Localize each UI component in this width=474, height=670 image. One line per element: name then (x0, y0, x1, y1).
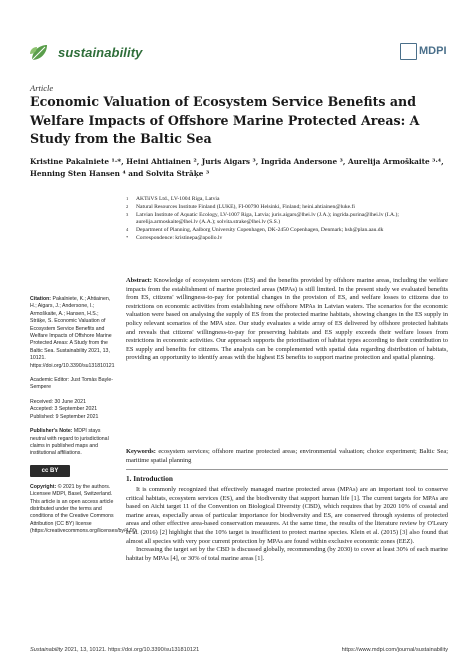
abstract (126, 277, 448, 363)
publisher-note: Publisher's Note: MDPI stays neutral with regard to jurisdictional claims in published maps and institutional affiliations. (30, 428, 109, 457)
journal-name: sustainability (58, 45, 143, 60)
article-sidebar (30, 296, 138, 543)
journal-logo (28, 42, 188, 66)
received-date: Received: 30 June 2021 (30, 398, 86, 405)
license-badge-block (30, 465, 116, 477)
affiliations (126, 196, 446, 243)
keywords-text: ecosystem services; offshore marine protected areas; environmental valuation; choice experiment; Baltic Sea; maritime spatial planning (126, 448, 449, 464)
keywords (126, 448, 448, 465)
cc-by-license-icon[interactable]: cc BY (30, 465, 70, 477)
article-type: Article (30, 83, 54, 93)
publisher-name: MDPI (419, 45, 447, 57)
accepted-date: Accepted: 3 September 2021 (30, 406, 98, 413)
section-divider (126, 469, 448, 470)
correspondence: * Correspondence: kristinepa@apollo.lv (126, 234, 223, 241)
author-list (30, 156, 450, 180)
footer-journal-url[interactable]: https://www.mdpi.com/journal/sustainability (341, 647, 448, 653)
paragraph: It is commonly recognized that effectively managed marine protected areas (MPAs) are an important tool to conserve critical habitats, ecosystem services (ES), and the biodiversity that support human life [1]. The current targets for MPAs are based on Aichi target 11 of the Convention on Biological Diversity (CBD), which requires that by 2020 10% of coastal and marine areas, especially areas of particular importance for biodiversity and ES, are conserved through systems of protected areas and other effective area-based conservation measures. At the same time, the results of the literature review by O'Leary et al. (2016) [2] highlight that the 10% target is insufficient to protect marine species. Klein et al. (2015) [3] also found that almost all species with very poor current protection by MPAs are found within exclusive economic zones (EEZ). (126, 486, 448, 545)
affiliation-4: 4 Department of Planning, Aalborg University Copenhagen, DK-2450 Copenhagen, Denmark; hsh@plan.aau.dk (126, 227, 384, 234)
citation-text[interactable]: Pakalniete, K.; Ahtiainen, H.; Aigars, J.; Andersone, I.; Armoškaite, A.; Hansen, H.S.; Strāķe, S. Economic Valuation of Ecosystem Service Benefits and Welfare Impacts of Offshore Marine Protected Areas: A Study from the Baltic Sea. Sustainability 2021, 13, 10121. https://doi.org/10.3390/su131810121 (30, 296, 115, 369)
paragraph: Increasing the target set by the CBD is discussed globally, recommending (by 2030) to cover at least 30% of each marine habitat by MPAs [4], or 30% of total marine areas [1]. (126, 546, 448, 562)
copyright-block: Copyright: © 2021 by the authors. Licensee MDPI, Basel, Switzerland. This article is an open access article distributed under the terms and conditions of the Creative Commons Attribution (CC BY) license (https://creativecommons.org/licenses/by/4.0/). (30, 483, 138, 535)
abstract-text: Knowledge of ecosystem services (ES) and the benefits provided by offshore marine areas, including the welfare impacts from the establishment of marine protected areas (MPAs) is still limited. In the present study we evaluated benefits from ES, citizens' willingness-to-pay for potential changes in the provision of ES, and welfare losses to citizens due to restrictions on economic activities from establishing new offshore MPAs in Latvian waters. The scenarios for the economic valuation were based on analysing the supply of ES from the protected marine habitats, showing changes in the ES supply in policy relevant scenarios of the MPA size. Our study evaluates a wide array of ES delivered by offshore protected habitats and reveals that citizens' willingness-to-pay for preserving habitats and ES supply exceeds their welfare losses from restrictions in economic activities. Our approach supports the prioritisation of habitat types according to their contribution to ES supply and benefits for citizens. The analysis can be complemented with spatial data regarding distribution of habitats, providing an opportunity to identify areas with the highest ES benefits to support marine protection and spatial planning. (126, 277, 448, 362)
publisher-logo (400, 42, 446, 62)
affiliation-2: 2 Natural Resources Institute Finland (LUKE), FI-00790 Helsinki, Finland; heini.ahtiainen@luke.fi (126, 203, 355, 210)
introduction-body (126, 486, 448, 563)
paper-title: Economic Valuation of Ecosystem Service Benefits and Welfare Impacts of Offshore Marine Protected Areas: A Study from the Baltic Sea (30, 94, 420, 146)
dates-block (30, 399, 116, 421)
abstract-label: Abstract: (126, 277, 152, 284)
keywords-label: Keywords: (126, 448, 156, 455)
mdpi-square-icon (400, 43, 417, 60)
affiliation-1: 1 AKTiiVS Ltd., LV-1004 Riga, Latvia (126, 196, 220, 202)
footer-citation: Sustainability 2021, 13, 10121. https://doi.org/10.3390/su131810121 (30, 647, 200, 653)
academic-editor: Academic Editor: Just Tomàs Bayle-Sempere (30, 377, 113, 391)
published-date: Published: 9 September 2021 (30, 413, 99, 420)
affiliation-3: 3 Latvian Institute of Aquatic Ecology, LV-1007 Riga, Latvia; juris.aigars@lhei.lv (J.A.); ingrida.purina@lhei.lv (I.A.); aurelija.armoskaite@lhei.lv (A.A.); solvita.strake@lhei.lv (S.S.) (126, 211, 399, 226)
author-line-1: Kristine Pakalniete ¹·*, Heini Ahtiainen ², Juris Aigars ³, Ingrīda Andersone ³, Aurelija Armoškaite ³·⁴, (30, 157, 444, 166)
citation-block: Citation: Pakalniete, K.; Ahtiainen, H.; Aigars, J.; Andersone, I.; Armoškaite, A.; Hansen, H.S.; Strāķe, S. Economic Valuation of Ecosystem Service Benefits and Welfare Impacts of Offshore Marine Protected Areas: A Study from the Baltic Sea. Sustainability 2021, 13, 10121. https://doi.org/10.3390/su131810121 (30, 296, 115, 369)
section-heading-introduction: 1. Introduction (126, 474, 173, 483)
author-line-2: Henning Sten Hansen ⁴ and Solvita Strāķe ³ (30, 169, 210, 178)
leaf-logo-icon (28, 42, 50, 64)
